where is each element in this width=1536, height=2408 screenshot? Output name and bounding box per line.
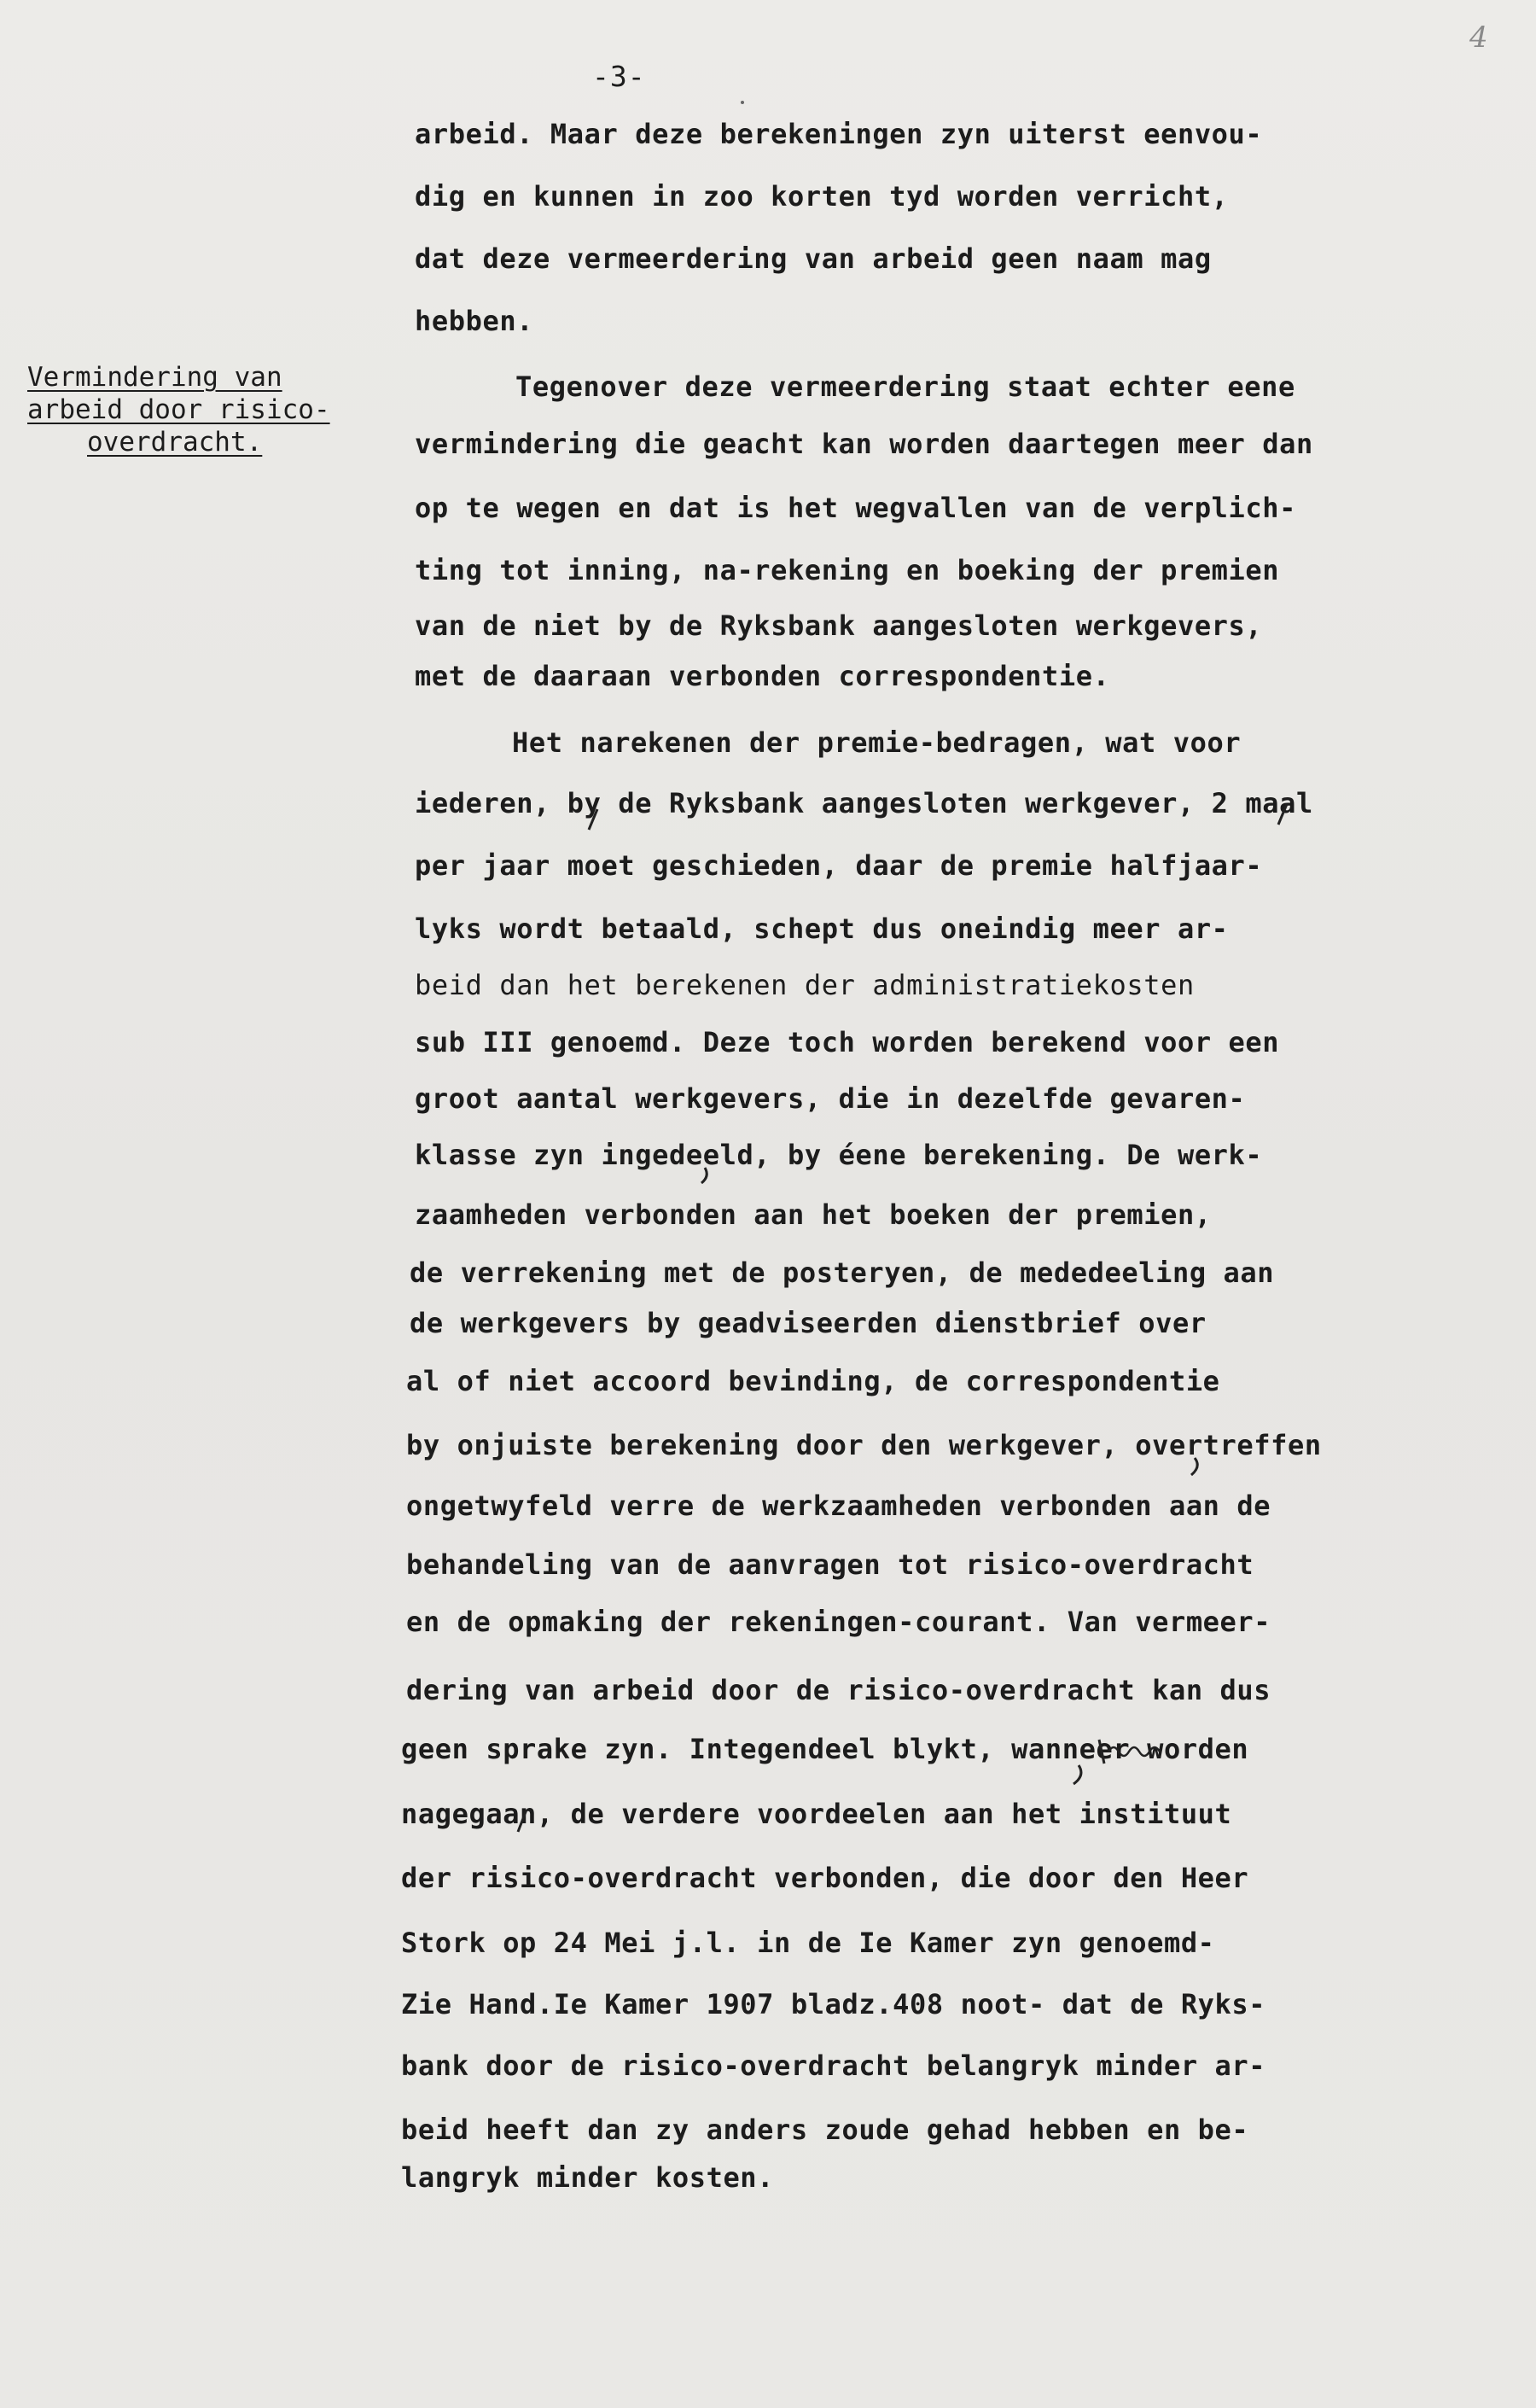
body-line: met de daaraan verbonden correspondentie.: [415, 660, 1110, 692]
body-line: by onjuiste berekening door den werkgever, overtreffen: [406, 1429, 1322, 1461]
body-line: hebben.: [415, 305, 534, 337]
body-line: dat deze vermeerdering van arbeid geen naam mag: [415, 242, 1212, 275]
body-line: van de niet by de Ryksbank aangesloten werkgevers,: [415, 609, 1263, 642]
body-line: der risico-overdracht verbonden, die door den Heer: [401, 1862, 1249, 1894]
body-line: dering van arbeid door de risico-overdracht kan dus: [406, 1674, 1271, 1706]
body-line: ting tot inning, na-rekening en boeking der premien: [415, 554, 1280, 586]
body-line: langryk minder kosten.: [401, 2161, 775, 2194]
speck: [741, 101, 744, 104]
pen-stroke-comma: [518, 1810, 527, 1832]
body-line: per jaar moet geschieden, daar de premie halfjaar-: [415, 849, 1263, 882]
body-line: vermindering die geacht kan worden daartegen meer dan: [415, 428, 1313, 460]
pen-stroke-comma: [589, 809, 597, 830]
margin-heading-line: overdracht.: [87, 427, 263, 458]
pen-stroke-inserted-word: [1108, 1747, 1160, 1756]
pen-stroke-comma: [701, 1168, 707, 1183]
body-line: nagegaan, de verdere voordeelen aan het instituut: [401, 1798, 1232, 1830]
body-line: geen sprake zyn. Integendeel blykt, wanneer worden: [401, 1733, 1249, 1765]
body-line: bank door de risico-overdracht belangryk minder ar-: [401, 2049, 1266, 2082]
body-line: lyks wordt betaald, schept dus oneindig meer ar-: [415, 912, 1229, 945]
pen-stroke-comma: [1191, 1458, 1197, 1475]
body-line: behandeling van de aanvragen tot risico-overdracht: [406, 1548, 1254, 1581]
body-line: de werkgevers by geadviseerden dienstbrief over: [410, 1307, 1207, 1339]
margin-heading-line: arbeid door risico-: [27, 394, 330, 425]
body-line: Zie Hand.Ie Kamer 1907 bladz.408 noot- dat de Ryks-: [401, 1988, 1266, 2020]
body-line: Het narekenen der premie-bedragen, wat voor: [512, 726, 1242, 759]
margin-heading-line: Vermindering van: [27, 362, 282, 393]
body-line: al of niet accoord bevinding, de correspondentie: [406, 1365, 1220, 1397]
handwritten-page-mark: 4: [1469, 20, 1488, 55]
body-line: Stork op 24 Mei j.l. in de Ie Kamer zyn genoemd-: [401, 1927, 1215, 1959]
body-line: de verrekening met de posteryen, de mededeeling aan: [410, 1256, 1275, 1289]
body-line: zaamheden verbonden aan het boeken der premien,: [415, 1198, 1212, 1231]
body-line: beid dan het berekenen der administratiekosten: [415, 969, 1195, 1001]
body-line: arbeid. Maar deze berekeningen zyn uiterst eenvou-: [415, 118, 1263, 150]
body-line: en de opmaking der rekeningen-courant. Van vermeer-: [406, 1606, 1271, 1638]
body-line: beid heeft dan zy anders zoude gehad hebben en be-: [401, 2114, 1249, 2146]
body-line: groot aantal werkgevers, die in dezelfde gevaren-: [415, 1082, 1246, 1115]
body-line: ongetwyfeld verre de werkzaamheden verbonden aan de: [406, 1490, 1271, 1522]
body-line: op te wegen en dat is het wegvallen van de verplich-: [415, 492, 1297, 524]
body-line: klasse zyn ingedeeld, by éene berekening. De werk-: [415, 1139, 1263, 1171]
body-line: sub III genoemd. Deze toch worden berekend voor een: [415, 1026, 1280, 1058]
page-number: -3-: [592, 60, 646, 93]
body-line: Tegenover deze vermeerdering staat echter eene: [515, 370, 1295, 403]
body-line: iederen, by de Ryksbank aangesloten werkgever, 2 maal: [415, 787, 1313, 819]
pen-stroke-strike: [1099, 1740, 1104, 1764]
body-line: dig en kunnen in zoo korten tyd worden verricht,: [415, 180, 1229, 213]
pen-stroke-comma: [1278, 804, 1287, 825]
pen-stroke-comma: [1073, 1765, 1081, 1784]
